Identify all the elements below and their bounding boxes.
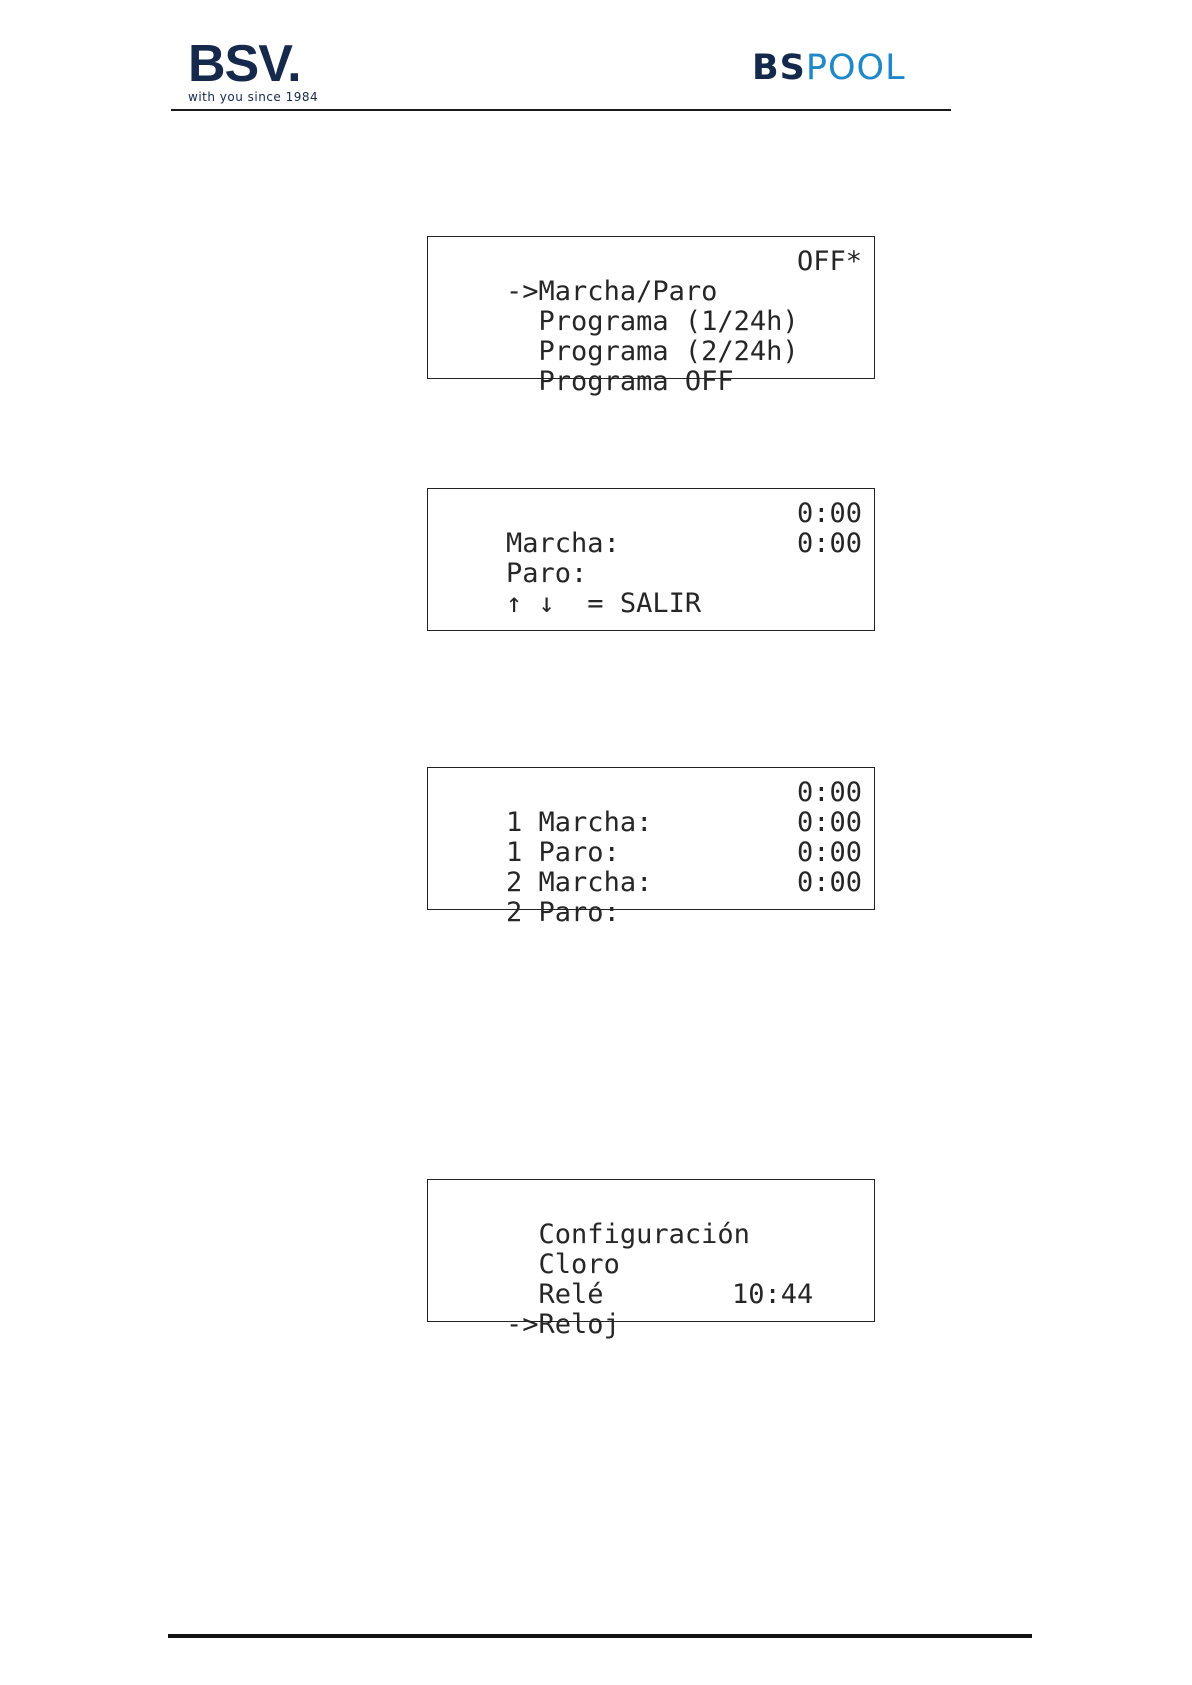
- bspool-logo-pool: POOL: [805, 48, 906, 88]
- lcd-panel-program-1-times: [427, 488, 875, 631]
- lcd-line-text: 1 Paro:: [506, 837, 620, 868]
- lcd-line-value: 0:00: [796, 867, 862, 898]
- header-divider: [171, 109, 951, 111]
- lcd-line-text: Marcha:: [506, 528, 620, 559]
- lcd-panel-program-2-times: [427, 767, 875, 928]
- lcd-panel-main-menu: [427, 1179, 875, 1340]
- bsv-logo-block: [188, 35, 348, 104]
- lcd-line-text: Programa (2/24h): [506, 336, 799, 367]
- bspool-logo-bs: BS: [752, 48, 806, 88]
- lcd-line-text: 1 Marcha:: [506, 807, 653, 838]
- lcd-line: [441, 777, 862, 838]
- lcd-line: [441, 1220, 862, 1280]
- lcd-line: [441, 246, 862, 307]
- footer-divider: [168, 1634, 1032, 1638]
- bsv-tagline: with you since 1984: [188, 90, 319, 104]
- lcd-line-text: Programa OFF: [506, 366, 734, 397]
- lcd-line-value: 0:00: [796, 777, 862, 808]
- lcd-line: [441, 867, 862, 928]
- lcd-line-value: 0:00: [796, 528, 862, 559]
- lcd-line-value: 0:00: [796, 498, 862, 529]
- lcd-line-text: Relé: [506, 1279, 604, 1310]
- lcd-line: [441, 307, 862, 367]
- lcd-line: [441, 807, 862, 868]
- lcd-line-value: 0:00: [796, 837, 862, 868]
- lcd-line-text: 2 Paro:: [506, 897, 620, 928]
- lcd-line-text: Cloro: [506, 1249, 620, 1280]
- lcd-clock-value: 10:44: [732, 1279, 814, 1310]
- lcd-panel-marcha-paro-menu: [427, 236, 875, 397]
- lcd-line-text: Programa (1/24h): [506, 306, 799, 337]
- lcd-line-text: ↑ ↓ = SALIR: [506, 588, 702, 619]
- bspool-logo: [752, 48, 906, 88]
- lcd-line: [441, 559, 862, 619]
- lcd-line: [441, 1279, 862, 1340]
- lcd-line-text: 2 Marcha:: [506, 867, 653, 898]
- lcd-line-text: Configuración: [506, 1219, 750, 1250]
- lcd-line: [441, 1190, 862, 1250]
- bsv-logo: BSV.: [188, 35, 301, 93]
- lcd-line: [441, 528, 862, 589]
- lcd-line: [441, 337, 862, 397]
- lcd-line: [441, 498, 862, 559]
- lcd-line-text: Paro:: [506, 558, 588, 589]
- lcd-line-text: ->Marcha/Paro: [506, 276, 718, 307]
- lcd-line: [441, 837, 862, 898]
- lcd-line-value: 0:00: [796, 807, 862, 838]
- lcd-line-text: ->Reloj: [506, 1309, 620, 1340]
- lcd-line: [441, 277, 862, 337]
- lcd-line-value: OFF*: [796, 246, 862, 277]
